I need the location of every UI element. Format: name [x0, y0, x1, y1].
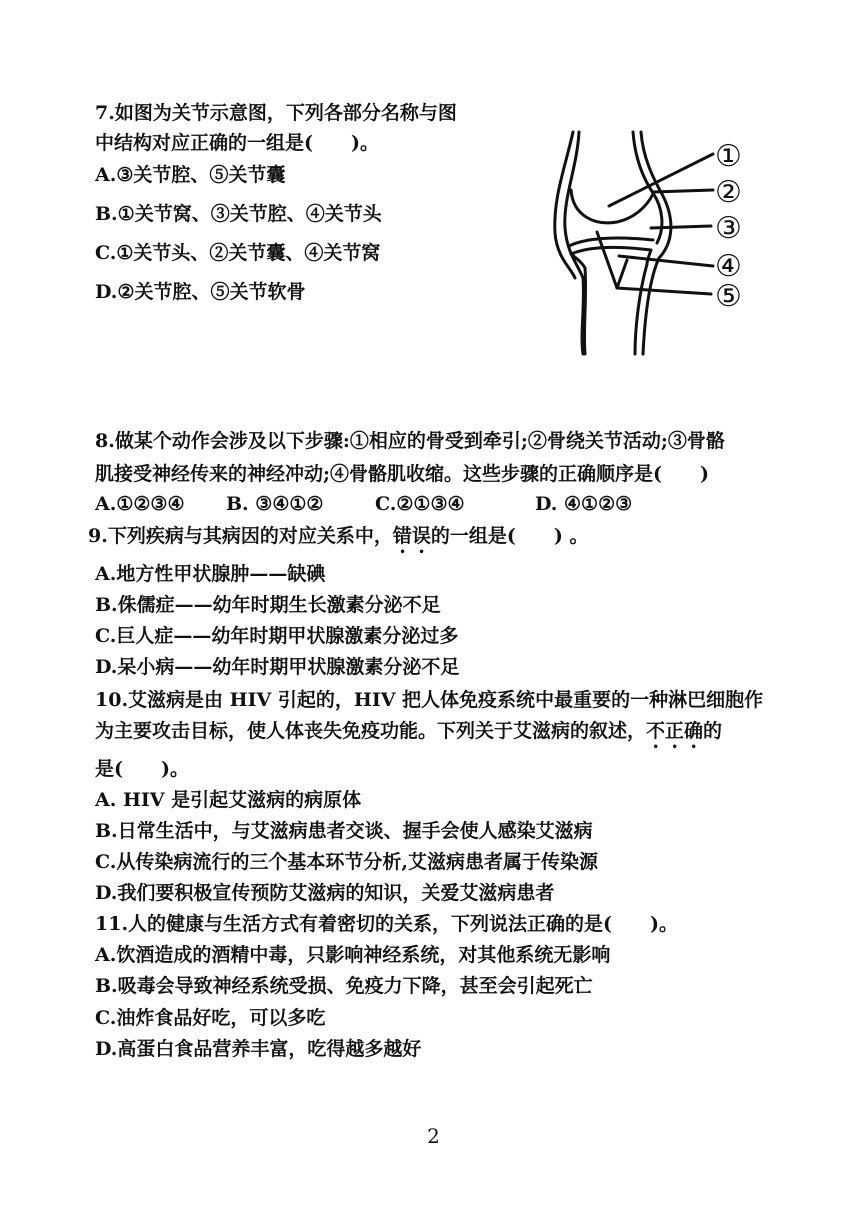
label-2: ②	[715, 175, 742, 210]
q7-stem-line2: 中结构对应正确的一组是( )。	[95, 132, 379, 154]
joint-diagram-svg	[535, 128, 775, 360]
q8-option-a: A.①②③④	[95, 493, 185, 515]
q10-stem-line2-prefix: 为主要攻击目标，使人体丧失免疫功能。下列关于艾滋病的叙述，	[95, 720, 647, 742]
label-3: ③	[715, 211, 742, 246]
socket-cartilage	[571, 247, 651, 254]
q10-option-b: B.日常生活中，与艾滋病患者交谈、握手会使人感染艾滋病	[95, 820, 593, 842]
q8-option-d: D. ④①②③	[535, 493, 633, 515]
q11-option-b: B.吸毒会导致神经系统受损、免疫力下降，甚至会引起死亡	[95, 975, 593, 997]
q7-option-d: D.②关节腔、⑤关节软骨	[95, 281, 306, 303]
lower-bone-left	[584, 268, 585, 354]
leader-line-4	[619, 256, 713, 266]
q10-stem-line3: 是( )。	[95, 758, 189, 780]
q10-option-c: C.从传染病流行的三个基本环节分析,艾滋病患者属于传染源	[95, 851, 599, 873]
leader-line-3	[651, 226, 711, 228]
q9-option-d: D.呆小病——幼年时期甲状腺激素分泌不足	[95, 656, 460, 678]
label-4: ④	[715, 249, 742, 284]
q10-stem-line1: 10.艾滋病是由 HIV 引起的，HIV 把人体免疫系统中最重要的一种淋巴细胞作	[95, 689, 764, 711]
socket-top	[569, 238, 653, 246]
q8-stem-line1: 8.做某个动作会涉及以下步骤:①相应的骨受到牵引;②骨绕关节活动;③骨骼	[95, 430, 725, 452]
q7-option-c: C.①关节头、②关节囊、④关节窝	[95, 242, 381, 264]
q11-option-a: A.饮酒造成的酒精中毒，只影响神经系统，对其他系统无影响	[95, 944, 611, 966]
leader-line-1	[609, 154, 713, 206]
joint-head	[571, 190, 653, 223]
q8-option-c: C.②①③④	[375, 493, 465, 515]
label-1: ①	[715, 139, 742, 174]
q9-option-c: C.巨人症——幼年时期甲状腺激素分泌过多	[95, 625, 459, 647]
q8-option-b: B. ③④①②	[226, 493, 324, 515]
q10-stem-emphasis: 不正确	[646, 720, 704, 742]
q10-stem-line2	[95, 719, 722, 753]
q9-option-a: A.地方性甲状腺肿——缺碘	[95, 563, 326, 585]
label-5: ⑤	[715, 279, 742, 314]
q11-stem: 11.人的健康与生活方式有着密切的关系，下列说法正确的是( )。	[95, 913, 679, 935]
q9-stem-emphasis: 错误	[392, 525, 431, 547]
q8-options	[95, 492, 632, 516]
page-number: 2	[427, 1124, 440, 1148]
q11-option-d: D.高蛋白食品营养丰富，吃得越多越好	[95, 1038, 422, 1060]
q10-option-a: A. HIV 是引起艾滋病的病原体	[95, 789, 362, 811]
q7-stem-line1: 7.如图为关节示意图，下列各部分名称与图	[95, 102, 457, 124]
q10-option-d: D.我们要积极宣传预防艾滋病的知识，关爱艾滋病患者	[95, 882, 555, 904]
q11-option-c: C.油炸食品好吃，可以多吃	[95, 1007, 326, 1029]
leader-line-5b	[617, 260, 627, 288]
socket-right-edge	[647, 250, 651, 264]
q7-option-a: A.③关节腔、⑤关节囊	[95, 164, 286, 186]
leader-line-2	[653, 190, 713, 192]
q9-stem	[88, 524, 588, 558]
q8-stem-line2: 肌接受神经传来的神经冲动;④骨骼肌收缩。这些步骤的正确顺序是( )	[95, 463, 709, 485]
q9-stem-suffix: 的一组是( ) 。	[430, 525, 589, 547]
q7-option-b: B.①关节窝、③关节腔、④关节头	[95, 203, 382, 225]
q9-option-b: B.侏儒症——幼年时期生长激素分泌不足	[95, 594, 441, 616]
joint-diagram	[535, 128, 775, 360]
q9-stem-prefix: 9.下列疾病与其病因的对应关系中，	[88, 525, 393, 547]
q10-stem-line2-suffix: 的	[703, 720, 723, 742]
